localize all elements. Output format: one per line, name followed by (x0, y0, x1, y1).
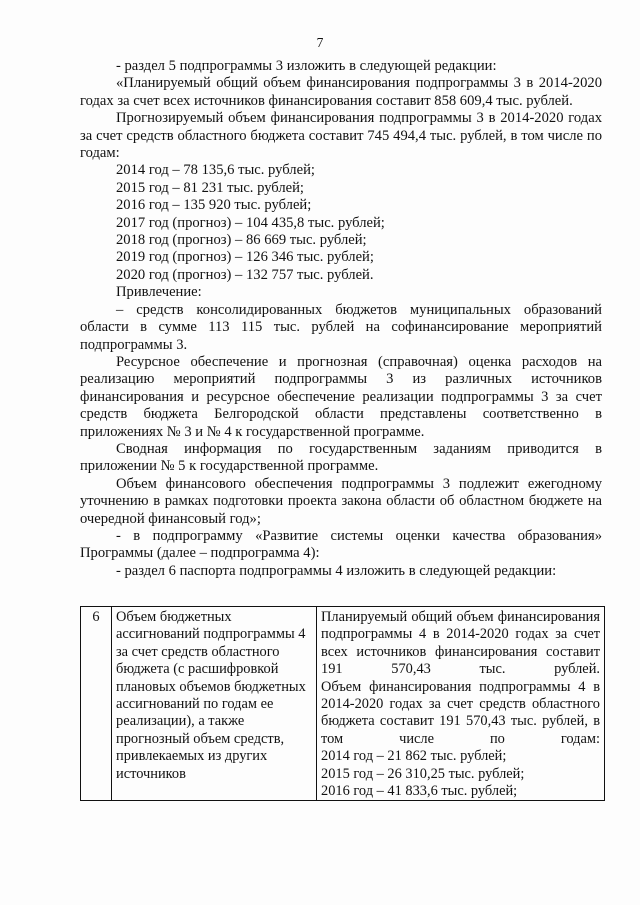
paragraph-municipal-funds: – средств консолидированных бюджетов муниципальных образований области в сумме 113 115 тыс. рублей на софинансирование мероприятий подпрограммы 3. (80, 301, 602, 353)
paragraph-state-tasks: Сводная информация по государственным заданиям приводится в приложении № 5 к государственной программе. (80, 440, 602, 475)
paragraph-annual-adjustment: Объем финансового обеспечения подпрограммы 3 подлежит ежегодному уточнению в рамках подготовки проекта закона области об областном бюджете на очередной финансовый год»; (80, 475, 602, 527)
value-line: 2014 год – 21 862 тыс. рублей; (321, 748, 507, 765)
page-number: 7 (316, 35, 324, 50)
list-item: 2014 год – 78 135,6 тыс. рублей; (116, 162, 315, 179)
list-item: 2018 год (прогноз) – 86 669 тыс. рублей; (116, 232, 367, 249)
document-body (80, 58, 602, 580)
table-row-number: 6 (81, 607, 112, 801)
table-value-cell (317, 607, 605, 801)
paragraph-planned-volume: «Планируемый общий объем финансирования подпрограммы 3 в 2014-2020 годах за счет всех источников финансирования составит 858 609,4 тыс. рублей. (80, 75, 602, 109)
paragraph-regional-budget: Прогнозируемый объем финансирования подпрограммы 3 в 2014-2020 годах за счет средств областного бюджета составит 745 494,4 тыс. рублей, в том числе по годам: (80, 110, 602, 162)
paragraph-attraction: Привлечение: (116, 284, 202, 301)
list-item: 2019 год (прогноз) – 126 346 тыс. рублей; (116, 249, 374, 266)
value-line: Объем финансирования подпрограммы 4 в 2014-2020 годах за счет средств областного бюджета составит 191 570,43 тыс. рублей, в том числе по годам: (321, 678, 600, 747)
list-item: 2015 год – 81 231 тыс. рублей; (116, 179, 304, 196)
paragraph-section5-intro: - раздел 5 подпрограммы 3 изложить в следующей редакции: (116, 58, 497, 74)
passport-table (80, 606, 605, 801)
paragraph-subprogram4-intro: - в подпрограмму «Развитие системы оценки качества образования» Программы (далее – подпрограмма 4): (80, 527, 602, 562)
paragraph-resource-provision: Ресурсное обеспечение и прогнозная (справочная) оценка расходов на реализацию мероприятий подпрограммы 3 из различных источников финансирования и ресурсное обеспечение реализации подпрограммы 3 за счет средств бюджета Белгородской области представлены соответственно в приложениях № 3 и № 4 к государственной программе. (80, 353, 602, 440)
value-line: 2016 год – 41 833,6 тыс. рублей; (321, 783, 518, 800)
list-item: 2020 год (прогноз) – 132 757 тыс. рублей. (116, 266, 374, 283)
paragraph-section6-intro: - раздел 6 паспорта подпрограммы 4 изложить в следующей редакции: (116, 562, 557, 579)
value-line: Планируемый общий объем финансирования подпрограммы 4 в 2014-2020 годах за счет всех источников финансирования составит 191 570,43 тыс. рублей. (321, 609, 600, 678)
list-item: 2016 год – 135 920 тыс. рублей; (116, 197, 312, 214)
table-description-cell: Объем бюджетных ассигнований подпрограммы 4 за счет средств областного бюджета (с расшифровкой плановых объемов бюджетных ассигнований по годам ее реализации), а также прогнозный объем средств, привлекаемых из других источников (112, 607, 317, 801)
table-row (81, 607, 605, 801)
list-item: 2017 год (прогноз) – 104 435,8 тыс. рублей; (116, 214, 385, 231)
year-funding-list (80, 162, 602, 284)
value-line: 2015 год – 26 310,25 тыс. рублей; (321, 765, 525, 782)
